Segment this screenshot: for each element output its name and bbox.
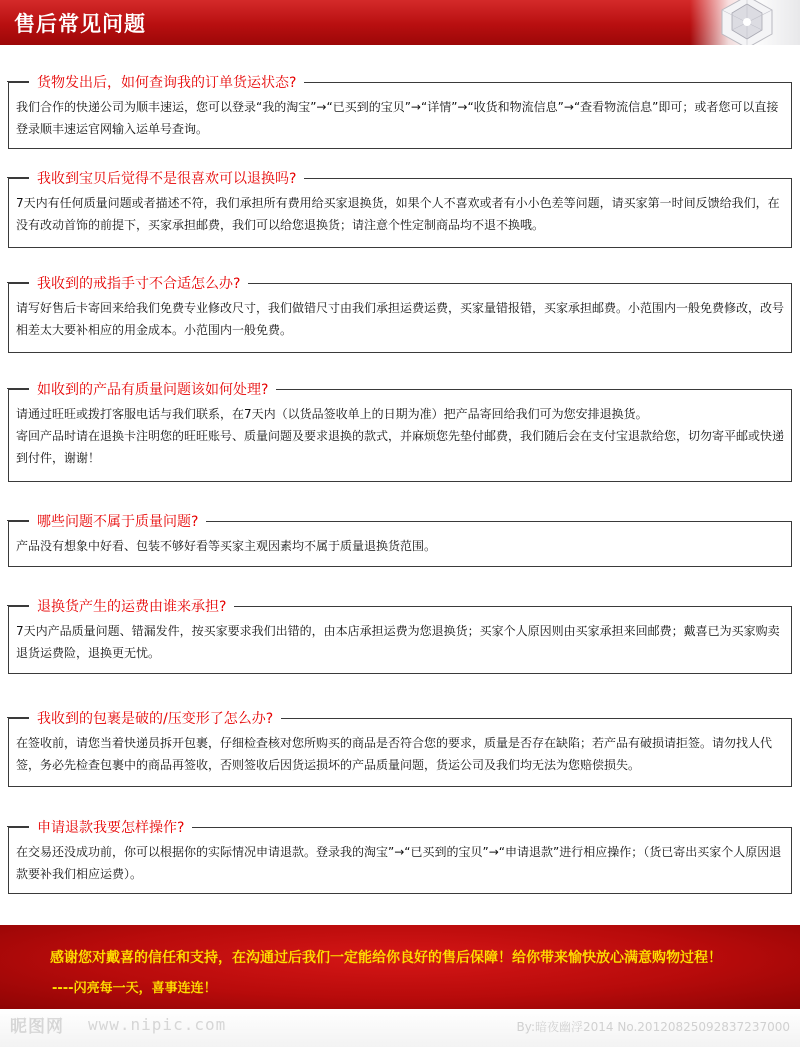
page-header (0, 0, 800, 45)
watermark-logo: 昵图网 (10, 1017, 64, 1037)
faq-item (8, 820, 792, 894)
faq-item (8, 75, 792, 149)
faq-item (8, 382, 792, 482)
faq-answer: 在交易还没成功前，你可以根据你的实际情况申请退款。登录我的淘宝”→“已买到的宝贝”→“申请退款”进行相应操作；（货已寄出买家个人原因退款要补我们相应运费）。 (16, 845, 782, 881)
faq-answer: 请通过旺旺或拨打客服电话与我们联系，在7天内（以货品签收单上的日期为准）把产品寄回给我们可为您安排退换货。 寄回产品时请在退换卡注明您的旺旺账号、质量问题及要求退换的款式，并麻烦您先垫付邮费，我们随后会在支付宝退款给您，切勿寄平邮或快递到付件，谢谢！ (16, 407, 785, 465)
faq-item (8, 276, 792, 353)
faq-answer: 在签收前，请您当着快递员拆开包裹，仔细检查核对您所购买的商品是否符合您的要求，质量是否存在缺陷；若产品有破损请拒签。请勿找人代签，务必先检查包裹中的商品再签收，否则签收后因货运损坏的产品质量问题，货运公司及我们均无法为您赔偿损失。 (16, 736, 773, 772)
faq-question: 我收到宝贝后觉得不是很喜欢可以退换吗? (29, 168, 304, 188)
faq-answer: 产品没有想象中好看、包装不够好看等买家主观因素均不属于质量退换货范围。 (16, 539, 437, 553)
faq-question: 我收到的戒指手寸不合适怎么办? (29, 273, 248, 293)
footer-banner (0, 925, 800, 1009)
faq-question: 退换货产生的运费由谁来承担? (29, 596, 234, 616)
footer-slogan: ----闪亮每一天，喜事连连！ (52, 981, 217, 996)
diamond-banner (690, 0, 800, 45)
faq-question: 哪些问题不属于质量问题? (29, 511, 206, 531)
faq-question: 如收到的产品有质量问题该如何处理? (29, 379, 276, 399)
diamond-icon (716, 0, 778, 45)
faq-item (8, 599, 792, 674)
faq-answer: 请写好售后卡寄回来给我们免费专业修改尺寸，我们做错尺寸由我们承担运费运费，买家量错报错，买家承担邮费。小范围内一般免费修改，改号相差太大要补相应的用金成本。小范围内一般免费。 (16, 301, 785, 337)
watermark-info: By:暗夜幽浮2014 No.20120825092837237000 (516, 1020, 790, 1034)
faq-answer: 我们合作的快递公司为顺丰速运，您可以登录“我的淘宝”→“已买到的宝贝”→“详情”→“收货和物流信息”→“查看物流信息”即可；或者您可以直接登录顺丰速运官网输入运单号查询。 (16, 100, 779, 136)
faq-answer: 7天内有任何质量问题或者描述不符，我们承担所有费用给买家退换货，如果个人不喜欢或者有小小色差等问题，请买家第一时间反馈给我们，在没有改动首饰的前提下，买家承担邮费，我们可以给您退换货；请注意个性定制商品均不退不换哦。 (16, 196, 780, 232)
faq-question: 申请退款我要怎样操作? (29, 817, 192, 837)
faq-answer: 7天内产品质量问题、错漏发件，按买家要求我们出错的，由本店承担运费为您退换货；买家个人原因则由买家承担来回邮费；戴喜已为买家购卖退货运费险，退换更无忧。 (16, 624, 780, 660)
faq-item (8, 711, 792, 787)
faq-question: 货物发出后，如何查询我的订单货运状态? (29, 72, 304, 92)
footer-thanks: 感谢您对戴喜的信任和支持，在沟通过后我们一定能给你良好的售后保障！给你带来愉快放心满意购物过程！ (50, 950, 722, 966)
faq-question: 我收到的包裹是破的/压变形了怎么办? (29, 708, 281, 728)
page-title: 售后常见问题 (14, 11, 146, 36)
watermark-url: www.nipic.com (88, 1015, 227, 1034)
faq-item (8, 514, 792, 567)
faq-item (8, 171, 792, 248)
